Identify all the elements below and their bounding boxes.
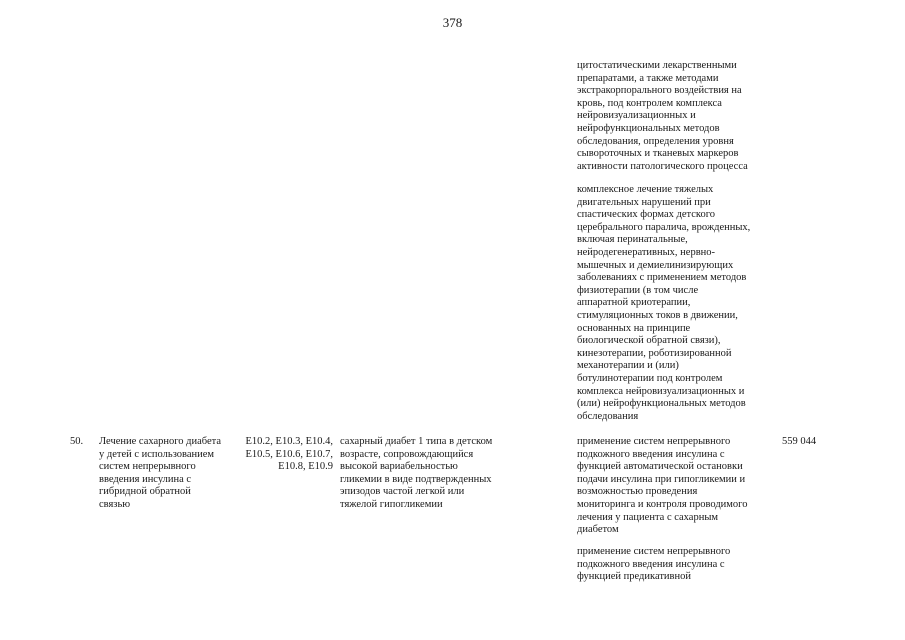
- treatment-method-text: цитостатическими лекарственными препаратами, а также методами экстракорпорального воздействия на кровь, под контролем комплекса нейровизуализационных и нейрофункциональных методов обследования, определения уровня сывороточных и тканевых маркеров активности патологического процесса: [577, 60, 748, 172]
- page-number: 378: [442, 15, 463, 30]
- care-type-name: Лечение сахарного диабета у детей с использованием систем непрерывного введения инсулина с гибридной обратной связью: [99, 436, 222, 510]
- treatment-method-text: применение систем непрерывного подкожного введения инсулина с функцией предикативной: [577, 546, 731, 583]
- patient-model: сахарный диабет 1 типа в детском возрасте, сопровождающийся высокой вариабельностью гликемии в виде подтвержденных эпизодов частой легкой или тяжелой гипогликемии: [340, 436, 493, 510]
- treatment-method-text: комплексное лечение тяжелых двигательных нарушений при спастических формах детского церебрального паралича, врожденных, включая перинатальные, нейродегенеративных, нервно- мышечных и демиелинизирующих заболеваниях с применением методов физиотерапии (в том числе аппаратной криотерапии, стимуляционных токов в движении, основанных на принципе биологической обратной связи), кинезотерапии, роботизированной механотерапии и (или) ботулинотерапии под контролем комплекса нейровизуализационных и (или) нейрофункциональных методов обследования: [577, 184, 751, 422]
- row-number: 50.: [70, 436, 84, 447]
- cost-value: 559 044: [782, 436, 817, 447]
- treatment-method-text: применение систем непрерывного подкожного введения инсулина с функцией автоматической остановки подачи инсулина при гипогликемии и возможностью проведения мониторинга и контроля проводимого лечения у пациента с сахарным диабетом: [577, 436, 748, 536]
- icd-codes: E10.2, E10.3, E10.4, E10.5, E10.6, E10.7, E10.8, E10.9: [245, 436, 333, 473]
